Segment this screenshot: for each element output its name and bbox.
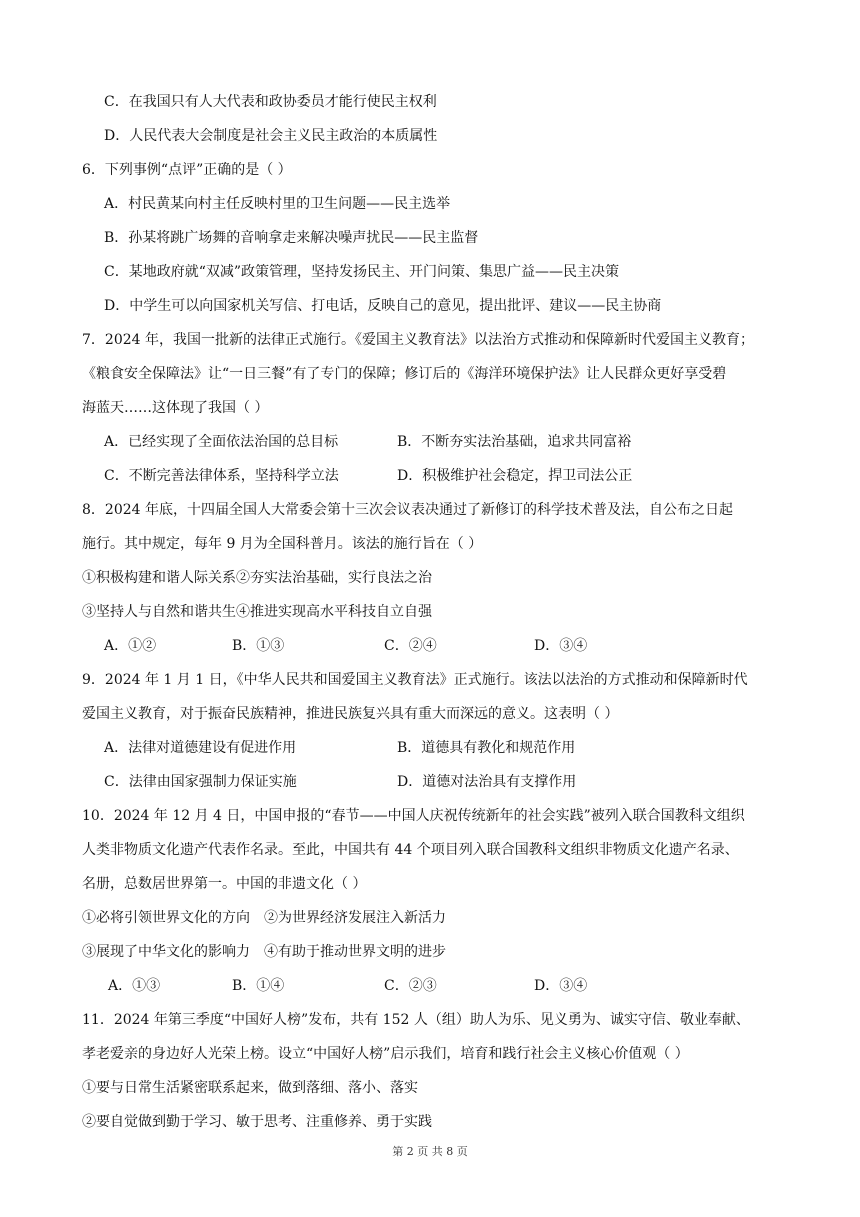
q7-options-row-2 (82, 459, 782, 493)
page-content (82, 85, 782, 1139)
question-7-stem-line-2: 《粮食安全保障法》让“一日三餐”有了专门的保障；修订后的《海洋环境保护法》让人民群众更好享受碧 (82, 366, 727, 382)
question-9-stem-line-1: 9．2024 年 1 月 1 日，《中华人民共和国爱国主义教育法》正式施行。该法以法治的方式推动和保障新时代 (82, 672, 748, 688)
q10-option-a: A．①③ (108, 978, 161, 994)
q10-statements-2: ③展现了中华文化的影响力 ④有助于推动世界文明的进步 (82, 944, 446, 960)
q7-option-d: D．积极维护社会稳定，捍卫司法公正 (397, 468, 633, 484)
q10-option-d: D．③④ (534, 978, 588, 994)
page-number-footer: 第 2 页 共 8 页 (392, 1145, 468, 1158)
q9-options-row-1 (82, 731, 782, 765)
q7-option-c: C．不断完善法律体系，坚持科学立法 (104, 468, 339, 484)
question-7-stem-line-3: 海蓝天……这体现了我国（ ） (82, 400, 269, 416)
question-6-stem: 6．下列事例“点评”正确的是（ ） (82, 162, 292, 178)
q8-statements-2: ③坚持人与自然和谐共生④推进实现高水平科技自立自强 (82, 604, 432, 620)
q11-statements-2: ②要自觉做到勤于学习、敏于思考、注重修养、勇于实践 (82, 1114, 432, 1130)
q10-option-b: B．①④ (232, 978, 285, 994)
q5-option-c: C．在我国只有人大代表和政协委员才能行使民主权利 (104, 94, 437, 110)
q7-option-a: A．已经实现了全面依法治国的总目标 (104, 434, 339, 450)
q10-option-c: C．②③ (384, 978, 437, 994)
question-11-stem-line-2: 孝老爱亲的身边好人光荣上榜。设立“中国好人榜”启示我们，培育和践行社会主义核心价值观（ ） (82, 1046, 689, 1062)
q9-option-b: B．道德具有教化和规范作用 (397, 740, 576, 756)
q9-option-a: A．法律对道德建设有促进作用 (104, 740, 297, 756)
q6-option-a: A．村民黄某向村主任反映村里的卫生问题——民主选举 (104, 196, 451, 212)
q8-option-a: A．①② (104, 638, 157, 654)
q6-option-c: C．某地政府就“双减”政策管理，坚持发扬民主、开门问策、集思广益——民主决策 (104, 264, 620, 280)
q10-statements-1: ①必将引领世界文化的方向 ②为世界经济发展注入新活力 (82, 910, 446, 926)
question-8-stem-line-2: 施行。其中规定，每年 9 月为全国科普月。该法的施行旨在（ ） (82, 536, 483, 552)
q8-option-c: C．②④ (384, 638, 437, 654)
q8-option-b: B．①③ (232, 638, 285, 654)
q8-options (82, 629, 782, 663)
q8-option-d: D．③④ (534, 638, 588, 654)
q9-option-d: D．道德对法治具有支撑作用 (397, 774, 577, 790)
question-10-stem-line-1: 10．2024 年 12 月 4 日，中国申报的“春节——中国人庆祝传统新年的社会实践”被列入联合国教科文组织 (82, 808, 745, 824)
q8-statements-1: ①积极构建和谐人际关系②夯实法治基础，实行良法之治 (82, 570, 432, 586)
question-10-stem-line-2: 人类非物质文化遗产代表作名录。至此，中国共有 44 个项目列入联合国教科文组织非物质文化遗产名录、 (82, 842, 739, 858)
question-11-stem-line-1: 11．2024 年第三季度“中国好人榜”发布，共有 152 人（组）助人为乐、见义勇为、诚实守信、敬业奉献、 (82, 1012, 750, 1028)
question-7-stem-line-1: 7．2024 年，我国一批新的法律正式施行。《爱国主义教育法》以法治方式推动和保障新时代爱国主义教育； (82, 332, 754, 348)
question-8-stem-line-1: 8．2024 年底，十四届全国人大常委会第十三次会议表决通过了新修订的科学技术普及法，自公布之日起 (82, 502, 733, 518)
q7-option-b: B．不断夯实法治基础，追求共同富裕 (397, 434, 632, 450)
q11-statements-1: ①要与日常生活紧密联系起来，做到落细、落小、落实 (82, 1080, 418, 1096)
q5-option-d: D．人民代表大会制度是社会主义民主政治的本质属性 (104, 128, 438, 144)
question-10-stem-line-3: 名册，总数居世界第一。中国的非遗文化（ ） (82, 876, 367, 892)
q7-options-row-1 (82, 425, 782, 459)
q10-options (82, 969, 782, 1003)
q6-option-b: B．孙某将跳广场舞的音响拿走来解决噪声扰民——民主监督 (104, 230, 479, 246)
q6-option-d: D．中学生可以向国家机关写信、打电话，反映自己的意见，提出批评、建议——民主协商 (104, 298, 662, 314)
q9-option-c: C．法律由国家强制力保证实施 (104, 774, 297, 790)
question-9-stem-line-2: 爱国主义教育，对于振奋民族精神，推进民族复兴具有重大而深远的意义。这表明（ ） (82, 706, 619, 722)
q9-options-row-2 (82, 765, 782, 799)
